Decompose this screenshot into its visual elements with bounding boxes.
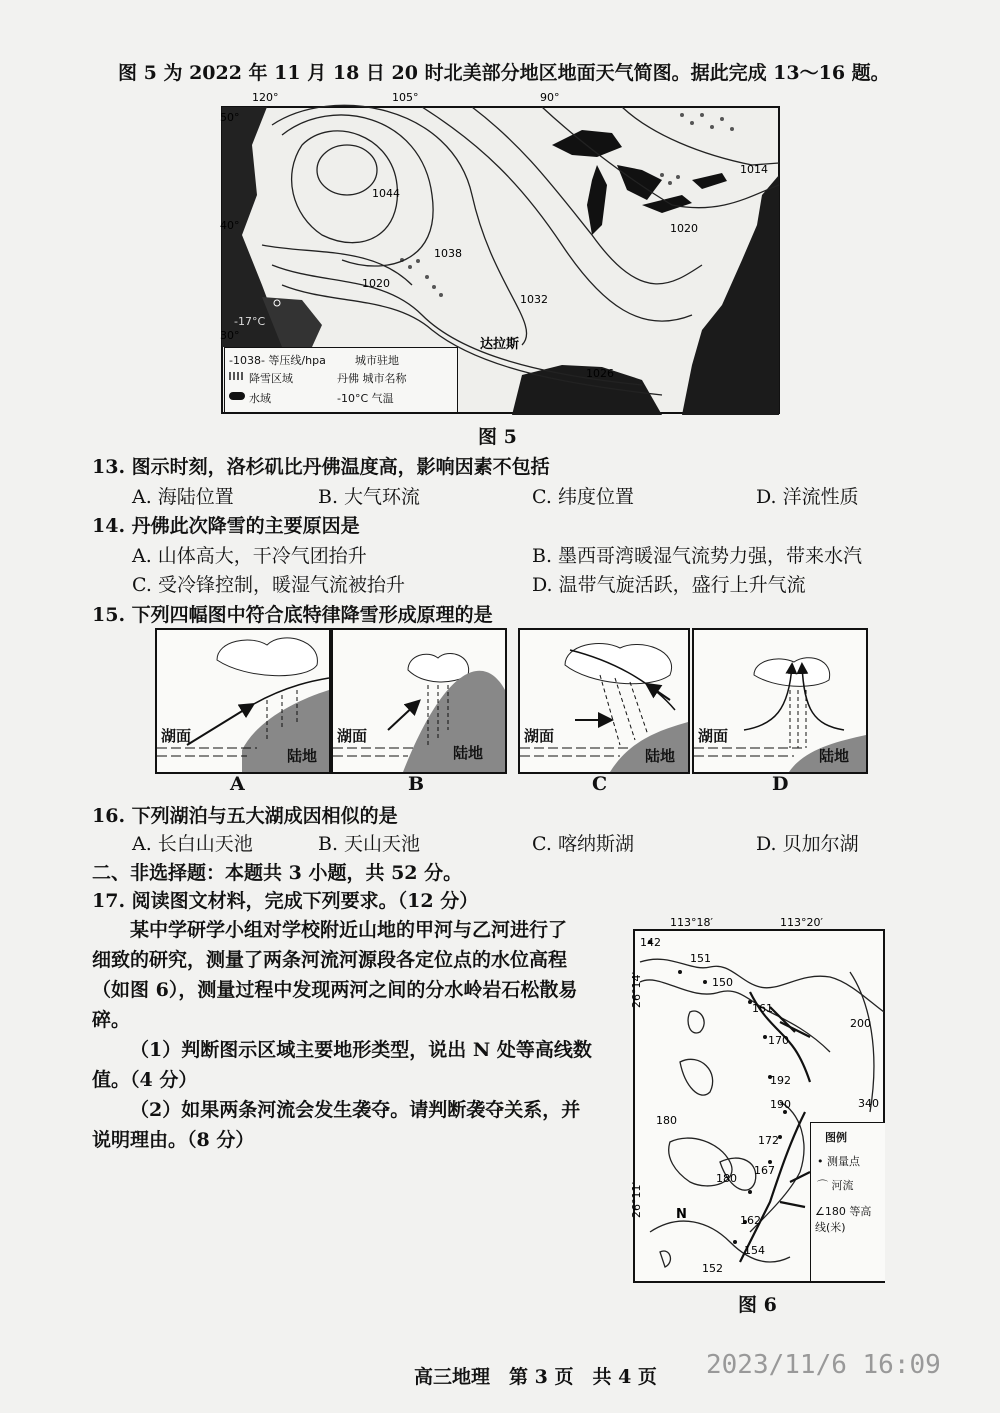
point-label: 167 (754, 1164, 775, 1177)
lake-label: 湖面 (161, 727, 192, 745)
legend-city-point: 城市驻地 (355, 354, 399, 367)
q13-option-a[interactable]: A. 海陆位置 (132, 486, 234, 508)
question-13-stem: 13. 图示时刻，洛杉矶比丹佛温度高，影响因素不包括 (92, 456, 550, 478)
lat-label: 26°11′ (630, 1182, 643, 1218)
point-label: 154 (744, 1244, 765, 1257)
q17-para-line: 碎。 (92, 1009, 131, 1031)
point-label: 180 (656, 1114, 677, 1127)
n-label: N (676, 1207, 687, 1222)
point-label: 142 (640, 936, 661, 949)
lon-label-90: 90° (540, 91, 560, 104)
lon-label-105: 105° (392, 91, 419, 104)
q15-panel-d[interactable] (692, 628, 868, 774)
q17-para-line: 某中学研学小组对学校附近山地的甲河与乙河进行了 (130, 919, 568, 941)
q13-option-d[interactable]: D. 洋流性质 (756, 486, 859, 508)
land-label: 陆地 (819, 747, 850, 765)
figure-6-caption: 图 6 (738, 1294, 777, 1316)
water-swatch-icon (229, 392, 245, 400)
q16-option-b[interactable]: B. 天山天池 (318, 833, 421, 855)
legend-city-name: 丹佛 城市名称 (337, 372, 407, 385)
q17-sub1-line: 值。（4 分） (92, 1069, 198, 1091)
q14-option-c[interactable]: C. 受冷锋控制，暖湿气流被抬升 (132, 574, 405, 596)
q17-para-line: 细致的研究，测量了两条河流河源段各定位点的水位高程 (92, 949, 568, 971)
q17-sub2-line: （2）如果两条河流会发生袭夺。请判断袭夺关系，并 (130, 1099, 581, 1121)
map6-legend (810, 1122, 885, 1281)
panel-b-letter: B (408, 773, 425, 795)
point-label: 172 (758, 1134, 779, 1147)
q17-sub1-line: （1）判断图示区域主要地形类型，说出 N 处等高线数 (130, 1039, 592, 1061)
q14-option-b[interactable]: B. 墨西哥湾暖湿气流势力强，带来水汽 (532, 545, 863, 567)
legend-title: 图例 (825, 1131, 847, 1144)
page-footer: 高三地理 第 3 页 共 4 页 (414, 1366, 657, 1388)
land-label: 陆地 (453, 744, 484, 762)
point-label: 180 (716, 1172, 737, 1185)
question-17-stem: 17. 阅读图文材料，完成下列要求。（12 分） (92, 890, 479, 912)
point-label: 200 (850, 1017, 871, 1030)
point-label: 340 (858, 1097, 879, 1110)
q16-option-d[interactable]: D. 贝加尔湖 (756, 833, 859, 855)
map-legend (224, 347, 458, 413)
q15-panel-a[interactable] (155, 628, 331, 774)
point-label: 151 (690, 952, 711, 965)
legend-item-river: ⌒ 河流 (817, 1179, 854, 1192)
isobar-label: 1020 (362, 277, 390, 290)
q17-sub2-line: 说明理由。（8 分） (92, 1129, 255, 1151)
land-label: 陆地 (287, 747, 318, 765)
timestamp-watermark: 2023/11/6 16:09 (706, 1350, 941, 1380)
legend-item-contour: ∠180 等高线(米) (815, 1205, 872, 1234)
question-15-stem: 15. 下列四幅图中符合底特律降雪形成原理的是 (92, 604, 493, 626)
point-label: 192 (770, 1074, 791, 1087)
figure-5-caption: 图 5 (478, 426, 517, 448)
legend-isobar: -1038- 等压线/hpa (229, 354, 326, 367)
q14-option-d[interactable]: D. 温带气旋活跃，盛行上升气流 (532, 574, 806, 596)
legend-temp: -10°C 气温 (337, 392, 394, 405)
q14-option-a[interactable]: A. 山体高大，干冷气团抬升 (132, 545, 367, 567)
point-label: 152 (702, 1262, 723, 1275)
lake-label: 湖面 (337, 727, 368, 745)
panel-a-letter: A (230, 773, 245, 795)
q16-option-c[interactable]: C. 喀纳斯湖 (532, 833, 634, 855)
city-label-dallas: 达拉斯 (480, 337, 520, 352)
lat-label-40: 40° (220, 219, 240, 232)
land-label: 陆地 (645, 747, 676, 765)
q13-option-b[interactable]: B. 大气环流 (318, 486, 421, 508)
q15-panel-c[interactable] (518, 628, 690, 774)
point-label: 150 (712, 976, 733, 989)
legend-snow: 降雪区域 (249, 372, 293, 385)
intro-text: 图 5 为 2022 年 11 月 18 日 20 时北美部分地区地面天气简图。据此完成 13～16 题。 (118, 62, 890, 84)
snow-swatch-icon (229, 372, 245, 380)
panel-c-letter: C (592, 773, 608, 795)
question-14-stem: 14. 丹佛此次降雪的主要原因是 (92, 515, 360, 537)
panel-d-letter: D (772, 773, 789, 795)
point-label: 161 (752, 1002, 773, 1015)
q17-para-line: （如图 6），测量过程中发现两河之间的分水岭岩石松散易 (92, 979, 578, 1001)
lon-label-120: 120° (252, 91, 279, 104)
q15-panel-b[interactable] (331, 628, 507, 774)
lon-label: 113°18′ (670, 916, 713, 929)
temp-label: -17°C (234, 315, 266, 328)
q16-option-a[interactable]: A. 长白山天池 (132, 833, 253, 855)
legend-water: 水域 (249, 392, 271, 405)
point-label: 162 (740, 1214, 761, 1227)
figure-6-map (630, 912, 888, 1284)
lat-label-30: 30° (220, 329, 240, 342)
lake-label: 湖面 (524, 727, 555, 745)
isobar-label: 1038 (434, 247, 462, 260)
isobar-label: 1026 (586, 367, 614, 380)
figure-5-map (222, 85, 782, 415)
point-label: 170 (768, 1034, 789, 1047)
isobar-label: 1044 (372, 187, 400, 200)
isobar-label: 1020 (670, 222, 698, 235)
point-label: 190 (770, 1098, 791, 1111)
isobar-label: 1014 (740, 163, 768, 176)
lon-label: 113°20′ (780, 916, 823, 929)
isobar-label: 1032 (520, 293, 548, 306)
lat-label-50: 50° (220, 111, 240, 124)
legend-item-point: • 测量点 (817, 1155, 860, 1168)
lat-label: 26°14′ (630, 972, 643, 1008)
section-2-heading: 二、非选择题：本题共 3 小题，共 52 分。 (92, 862, 463, 884)
q13-option-c[interactable]: C. 纬度位置 (532, 486, 634, 508)
question-16-stem: 16. 下列湖泊与五大湖成因相似的是 (92, 805, 398, 827)
lake-label: 湖面 (698, 727, 729, 745)
